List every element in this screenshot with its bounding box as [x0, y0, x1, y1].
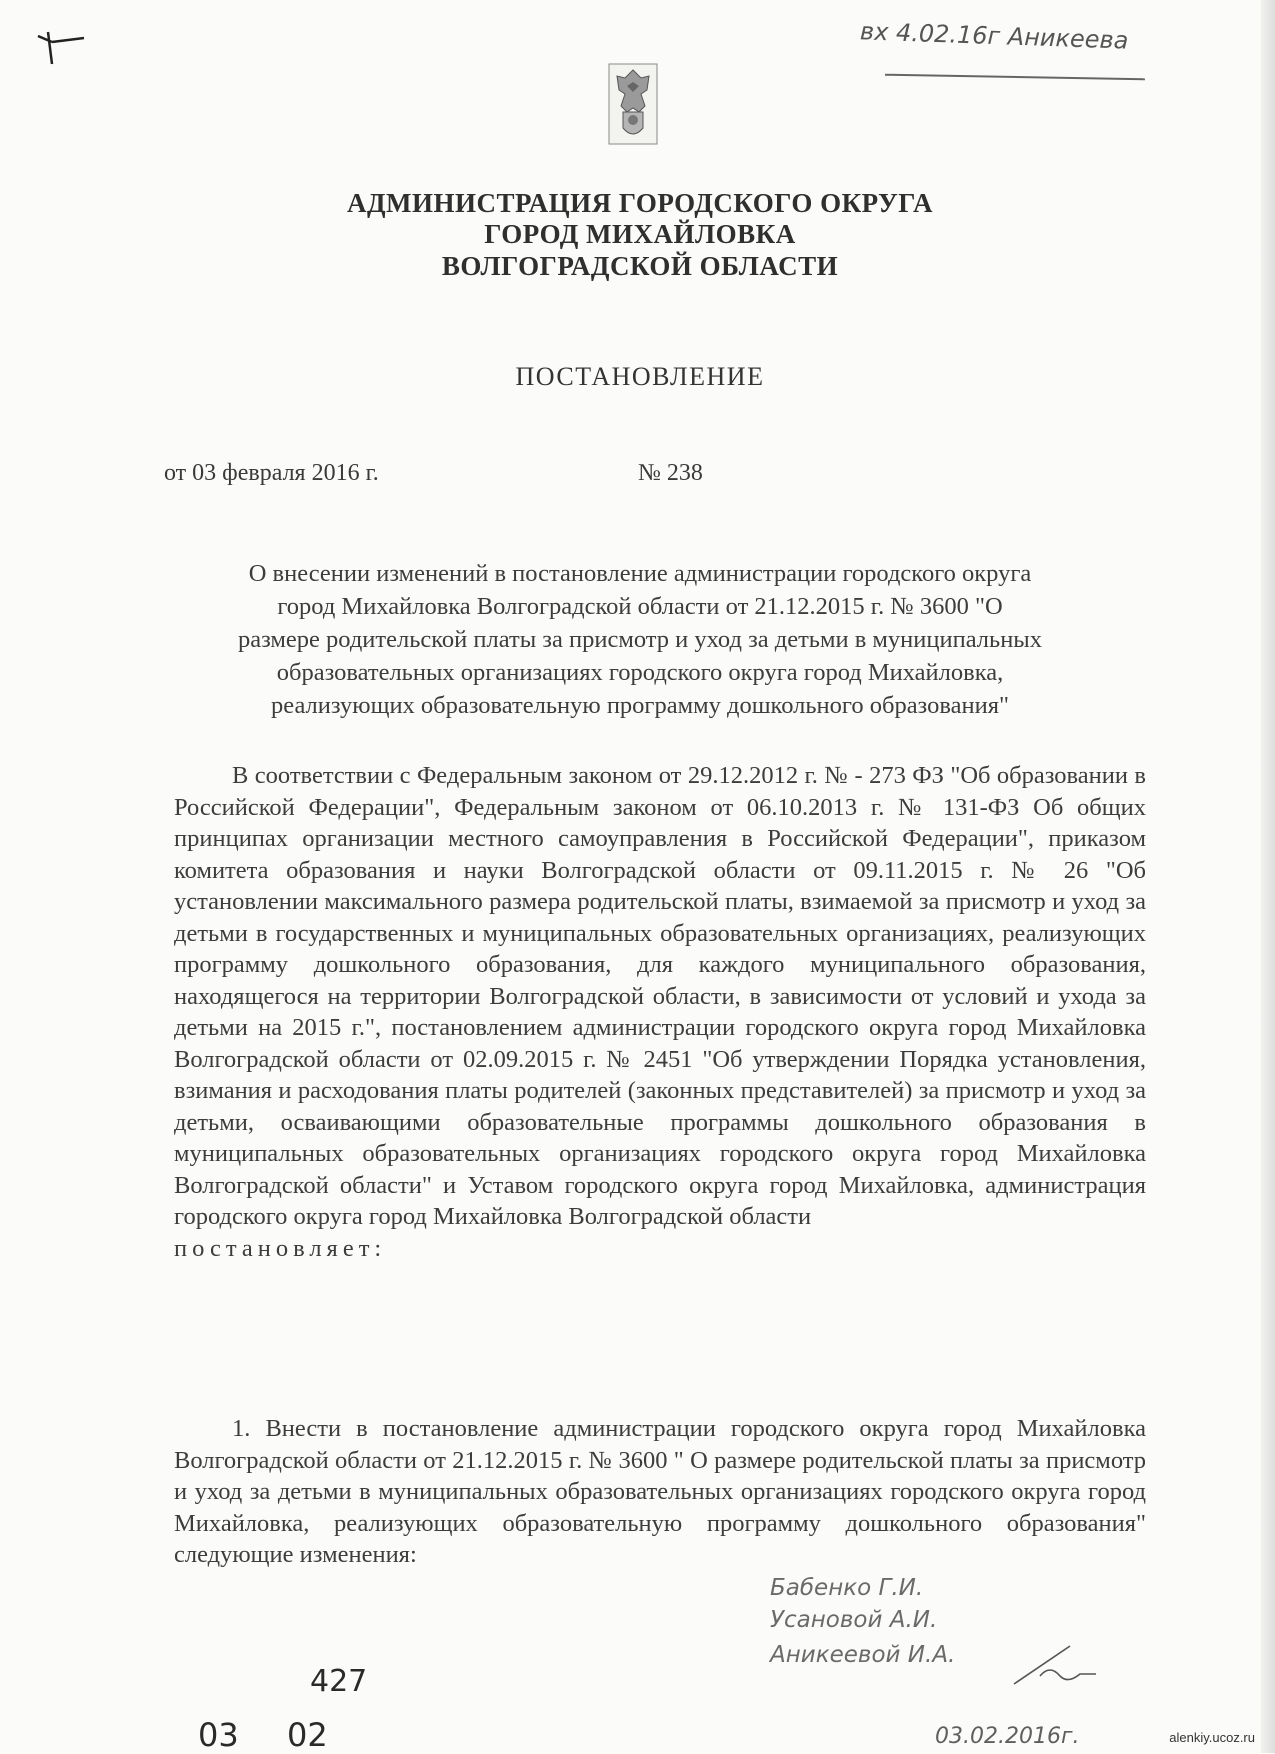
document-date: от 03 февраля 2016 г.	[164, 460, 379, 486]
preamble-paragraph	[174, 760, 1146, 1264]
header-line-3: ВОЛГОГРАДСКОЙ ОБЛАСТИ	[441, 251, 839, 281]
incoming-note-underline	[885, 74, 1145, 81]
incoming-note-handwriting: вх 4.02.16г Аникеева	[859, 17, 1129, 55]
clause-1-text: 1. Внести в постановление администрации городского округа город Михайловка Волгоградской области от 21.12.2015 г. № 3600 " О размере родительской платы за присмотр и уход за детьми в муниципальных образовательных организациях городского округа город Михайловка, реализующих образовательную программу дошкольного образования" следующие изменения:	[174, 1415, 1146, 1568]
scan-edge	[1261, 0, 1275, 1753]
subject-line: реализующих образовательную программу дошкольного образования"	[271, 692, 1009, 719]
subject-line: город Михайловка Волгоградской области от 21.12.2015 г. № 3600 "О	[277, 593, 1003, 620]
header-line-1: АДМИНИСТРАЦИЯ ГОРОДСКОГО ОКРУГА	[346, 188, 934, 218]
subject-line: О внесении изменений в постановление администрации городского округа	[248, 560, 1032, 587]
site-watermark: alenkiy.ucoz.ru	[1169, 1730, 1255, 1745]
subject-line: размере родительской платы за присмотр и уход за детьми в муниципальных	[237, 626, 1043, 653]
clause-1-paragraph	[174, 1413, 1146, 1571]
distribution-date: 03.02.2016г.	[935, 1724, 1080, 1749]
preamble-text: В соответствии с Федеральным законом от 29.12.2012 г. № - 273 ФЗ "Об образовании в Российской Федерации", Федеральным законом от 06.10.2013 г. № 131-ФЗ Об общих принципах организации местного самоуправления в Российской Федерации", приказом комитета образования и науки Волгоградской области от 09.11.2015 г. № 26 "Об установлении максимального размера родительской платы, взимаемой за присмотр и уход за детьми в государственных и муниципальных образовательных организациях, реализующих программу дошкольного образования, для каждого муниципального образования, находящегося на территории Волгоградской области, в зависимости от условий и ухода за детьми на 2015 г.", постановлением администрации городского округа город Михайловка Волгоградской области от 02.09.2015 г. № 2451 "Об утверждении Порядка установления, взимания и расходования платы родителей (законных представителей) за присмотр и уход за детьми, осваивающими образовательные программы дошкольного образования в муниципальных образовательных организациях городского округа город Михайловка Волгоградской области" и Уставом городского округа город Михайловка, администрация городского округа город Михайловка Волгоградской области	[174, 762, 1146, 1230]
registration-month: 02	[287, 1716, 328, 1754]
distribution-name: Бабенко Г.И.	[770, 1575, 924, 1601]
corner-pen-mark	[18, 28, 88, 68]
header-line-2: ГОРОД МИХАЙЛОВКА	[484, 219, 796, 249]
distribution-name: Усановой А.И.	[770, 1607, 938, 1633]
subject-line: образовательных организациях городского округа город Михайловка,	[276, 659, 1004, 686]
registration-day: 03	[198, 1716, 239, 1754]
resolve-word: постановляет:	[174, 1234, 387, 1262]
document-number: № 238	[638, 460, 703, 486]
document-subject	[160, 557, 1120, 722]
registration-number: 427	[310, 1664, 368, 1699]
document-type: ПОСТАНОВЛЕНИЕ	[515, 362, 765, 391]
coat-of-arms-icon	[607, 62, 659, 146]
distribution-name: Аникеевой И.А.	[770, 1642, 956, 1668]
signature-scribble	[1010, 1640, 1100, 1690]
